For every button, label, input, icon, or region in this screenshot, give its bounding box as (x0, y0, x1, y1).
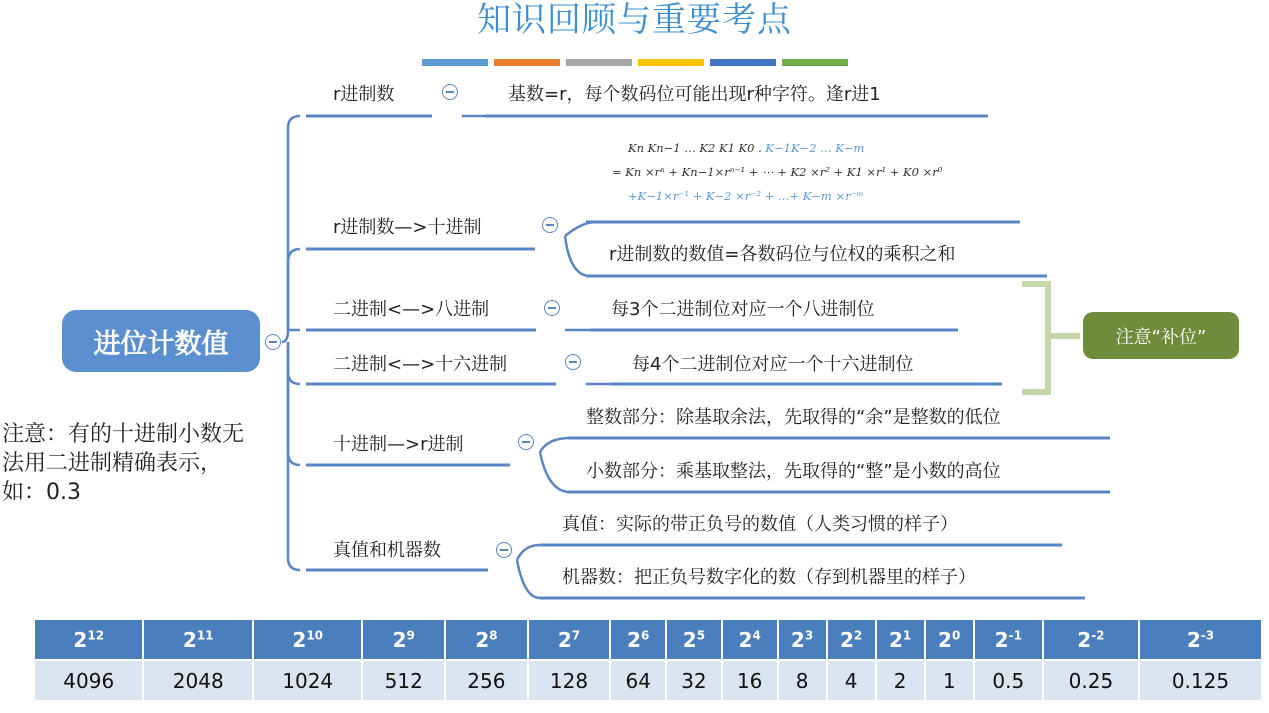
power-value-cell: 16 (723, 661, 777, 700)
branch-true-machine-value[interactable]: 真值和机器数 (333, 540, 441, 561)
formula-fraction-digits: K−1K−2 … K−m (761, 141, 865, 155)
power-of-two-table (33, 618, 1263, 702)
power-exponent: 11 (196, 627, 214, 642)
table-value-row (35, 661, 1261, 700)
power-base: 2 (938, 627, 952, 652)
leaf-weighted-sum[interactable]: r进制数的数值=各数码位与位权的乘积之和 (609, 244, 956, 265)
power-base: 2 (392, 627, 407, 652)
formula-integer-terms: = Kn ×rⁿ + Kn−1×rⁿ⁻¹ + ⋯ + K2 ×r² + K1 ×r¹ + K0 ×r⁰ (612, 165, 943, 179)
page-title: 知识回顾与重要考点 (477, 0, 792, 40)
collapse-icon[interactable] (542, 217, 558, 233)
root-collapse-icon[interactable] (265, 334, 281, 350)
weighted-sum-formula (612, 136, 1032, 208)
power-base: 2 (889, 627, 903, 652)
collapse-icon[interactable] (518, 434, 534, 450)
power-value-cell: 8 (779, 661, 826, 700)
power-value-cell: 0.5 (975, 661, 1042, 700)
power-exponent: 0 (951, 627, 961, 642)
branch-r-radix[interactable]: r进制数 (333, 84, 395, 105)
power-base: 2 (627, 627, 641, 652)
power-value-cell: 0.125 (1140, 661, 1261, 700)
power-exponent: 12 (87, 627, 105, 642)
power-base: 2 (73, 627, 88, 652)
branch-decimal-to-r[interactable]: 十进制—>r进制 (333, 434, 464, 455)
power-base: 2 (1077, 627, 1092, 652)
power-header-cell (446, 620, 527, 659)
power-header-cell (975, 620, 1042, 659)
power-value-cell: 0.25 (1044, 661, 1138, 700)
collapse-icon[interactable] (442, 84, 458, 100)
formula-fraction-terms: +K−1×r⁻¹ + K−2 ×r⁻² + …+ K−m ×r⁻ᵐ (628, 189, 864, 203)
leaf-true-value[interactable]: 真值：实际的带正负号的数值（人类习惯的样子） (562, 514, 958, 535)
root-node[interactable]: 进位计数值 (62, 310, 260, 372)
power-exponent: 8 (489, 627, 498, 642)
branch-r-to-decimal[interactable]: r进制数—>十进制 (333, 217, 482, 238)
collapse-icon[interactable] (496, 542, 512, 558)
power-exponent: 7 (571, 627, 581, 642)
power-header-cell (828, 620, 875, 659)
power-header-cell (1044, 620, 1138, 659)
side-note: 注意：有的十进制小数无法用二进制精确表示，如：0.3 (2, 422, 245, 505)
formula-integer-digits: Kn Kn−1 … K2 K1 K0 . (628, 141, 762, 155)
power-exponent: 9 (406, 627, 415, 642)
power-base: 2 (1186, 627, 1201, 652)
leaf-octal-rule[interactable]: 每3个二进制位对应一个八进制位 (611, 299, 875, 320)
power-header-cell (1140, 620, 1261, 659)
power-value-cell: 32 (667, 661, 721, 700)
power-exponent: 10 (306, 627, 324, 642)
power-header-cell (667, 620, 721, 659)
power-exponent: -3 (1200, 627, 1215, 642)
power-base: 2 (994, 627, 1009, 652)
leaf-integer-part[interactable]: 整数部分：除基取余法，先取得的“余”是整数的低位 (586, 407, 1001, 428)
power-header-cell (926, 620, 973, 659)
collapse-icon[interactable] (544, 300, 560, 316)
power-header-cell (611, 620, 665, 659)
power-exponent: 1 (902, 627, 912, 642)
power-exponent: 6 (640, 627, 650, 642)
power-value-cell: 128 (529, 661, 610, 700)
power-header-cell (35, 620, 142, 659)
power-exponent: 2 (853, 627, 863, 642)
power-base: 2 (557, 627, 572, 652)
collapse-icon[interactable] (565, 354, 581, 370)
power-base: 2 (182, 627, 197, 652)
power-base: 2 (682, 627, 697, 652)
power-base: 2 (292, 627, 307, 652)
power-header-cell (363, 620, 444, 659)
bracket (1022, 284, 1080, 392)
power-value-cell: 1 (926, 661, 973, 700)
power-exponent: 5 (696, 627, 706, 642)
power-header-cell (144, 620, 251, 659)
note-badge[interactable]: 注意“补位” (1083, 312, 1239, 359)
power-header-cell (254, 620, 361, 659)
power-value-cell: 256 (446, 661, 527, 700)
power-exponent: 3 (804, 627, 814, 642)
power-value-cell: 2048 (144, 661, 251, 700)
power-value-cell: 64 (611, 661, 665, 700)
branch-binary-hex[interactable]: 二进制<—>十六进制 (333, 354, 508, 375)
power-base: 2 (790, 627, 805, 652)
power-base: 2 (475, 627, 490, 652)
power-value-cell: 4096 (35, 661, 142, 700)
power-value-cell: 4 (828, 661, 875, 700)
power-exponent: -2 (1091, 627, 1105, 642)
table-header-row (35, 620, 1261, 659)
power-value-cell: 1024 (254, 661, 361, 700)
power-header-cell (779, 620, 826, 659)
power-header-cell (723, 620, 777, 659)
power-value-cell: 2 (877, 661, 924, 700)
leaf-fraction-part[interactable]: 小数部分：乘基取整法，先取得的“整”是小数的高位 (586, 461, 1001, 482)
power-exponent: 4 (752, 627, 761, 642)
leaf-machine-number[interactable]: 机器数：把正负号数字化的数（存到机器里的样子） (562, 567, 976, 588)
power-header-cell (529, 620, 610, 659)
power-header-cell (877, 620, 924, 659)
power-value-cell: 512 (363, 661, 444, 700)
branch-binary-octal[interactable]: 二进制<—>八进制 (333, 299, 490, 320)
leaf-hex-rule[interactable]: 每4个二进制位对应一个十六进制位 (632, 354, 914, 375)
power-base: 2 (839, 627, 854, 652)
power-exponent: -1 (1008, 627, 1022, 642)
leaf-radix-definition[interactable]: 基数=r，每个数码位可能出现r种字符。逢r进1 (508, 84, 881, 105)
power-base: 2 (738, 627, 753, 652)
